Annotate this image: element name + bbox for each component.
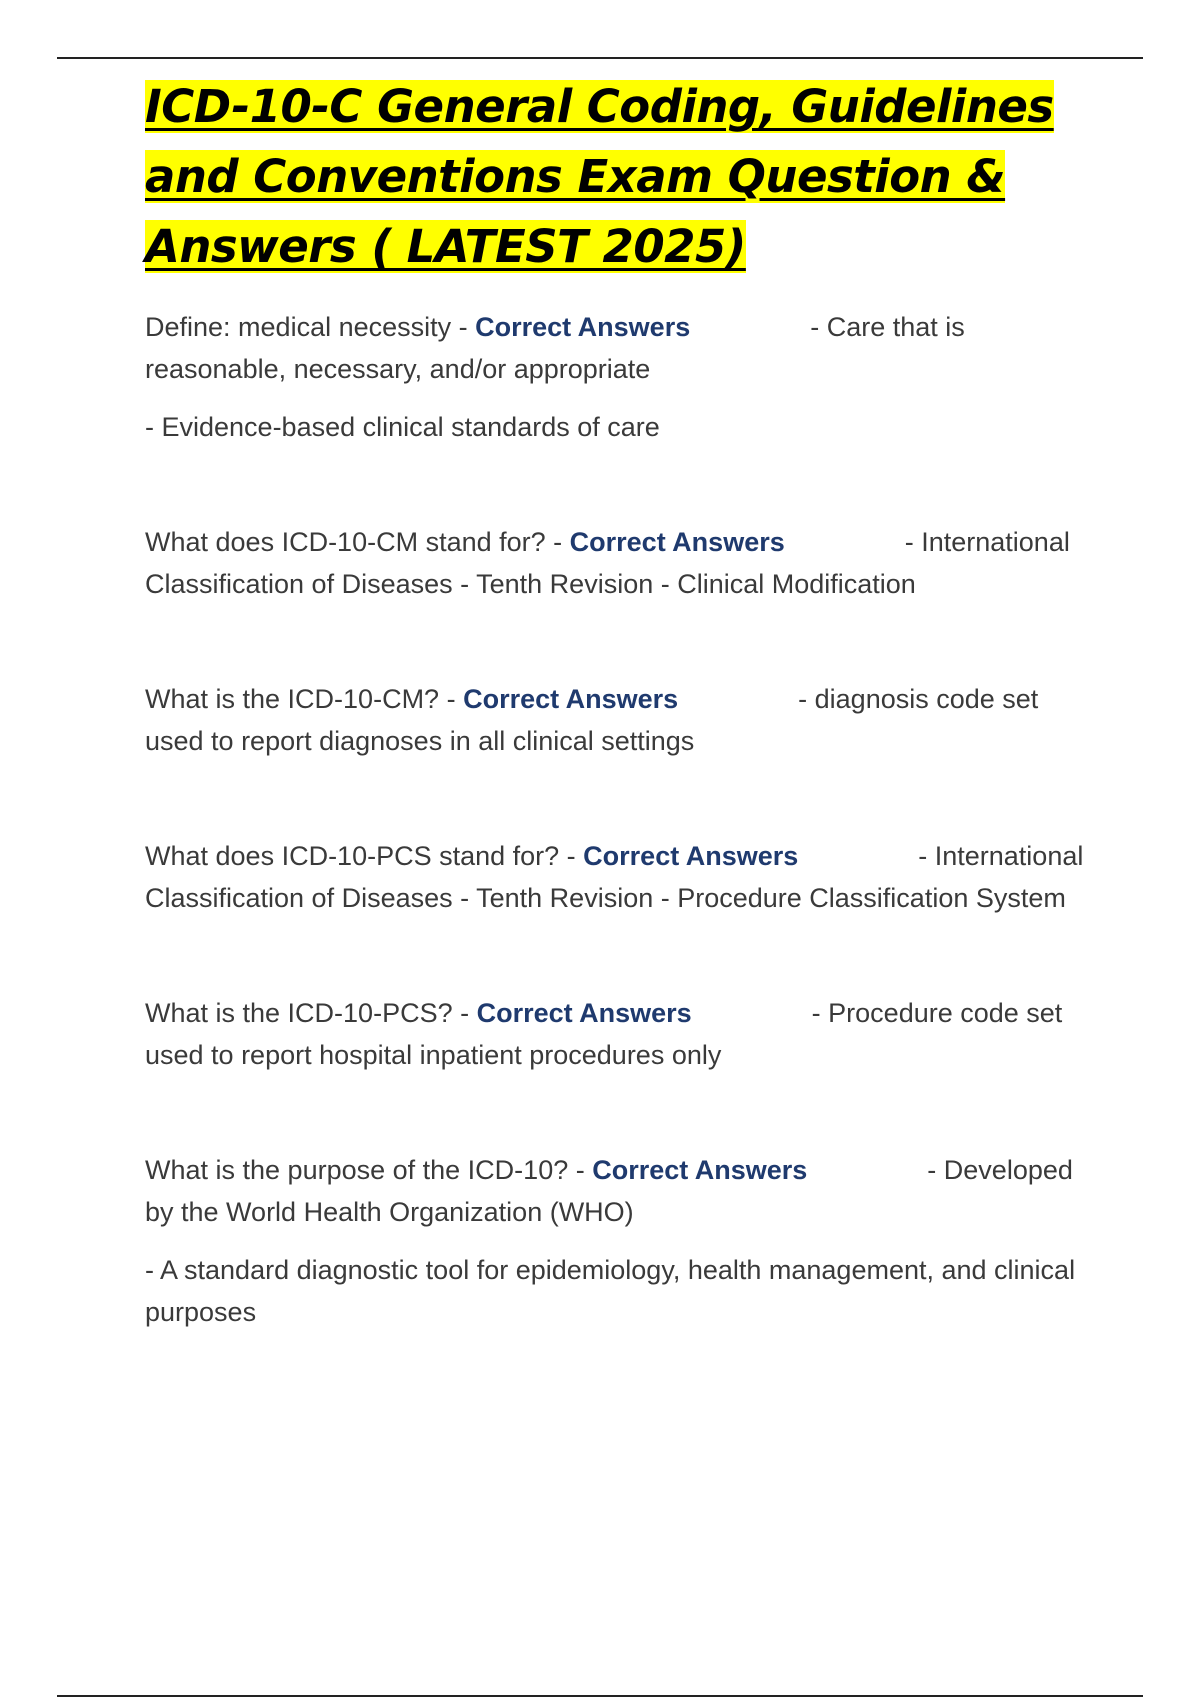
qa-item — [145, 521, 1085, 605]
document-title — [145, 72, 1085, 282]
question-text: What does ICD-10-CM stand for? - — [145, 527, 570, 557]
answer-text: - diagnosis code set used to report diagnoses in all clinical settings — [145, 684, 1039, 756]
answer-extra-text: - Evidence-based clinical standards of care — [145, 412, 660, 442]
qa-line — [145, 521, 1085, 605]
answer-text: - Developed by the World Health Organization (WHO) — [145, 1155, 1073, 1227]
qa-item — [145, 678, 1085, 762]
correct-answers-label: Correct Answers — [583, 841, 799, 871]
bottom-rule — [57, 1695, 1143, 1697]
correct-answers-label: Correct Answers — [476, 998, 692, 1028]
document-title-text: ICD-10-C General Coding, Guidelines and Conventions Exam Question & Answers ( LATEST 2025) — [145, 80, 1054, 273]
question-text: What is the purpose of the ICD-10? - — [145, 1155, 593, 1185]
correct-answers-label: Correct Answers — [475, 312, 691, 342]
correct-answers-label: Correct Answers — [569, 527, 785, 557]
answer-text: - Procedure code set used to report hospital inpatient procedures only — [145, 998, 1063, 1070]
question-text: What is the ICD-10-PCS? - — [145, 998, 477, 1028]
qa-item — [145, 1149, 1085, 1333]
qa-line — [145, 835, 1085, 919]
correct-answers-label: Correct Answers — [463, 684, 679, 714]
qa-item — [145, 306, 1085, 448]
qa-line — [145, 1149, 1085, 1233]
correct-answers-label: Correct Answers — [592, 1155, 808, 1185]
question-text: What is the ICD-10-CM? - — [145, 684, 464, 714]
qa-item — [145, 992, 1085, 1076]
answer-extra-text: - A standard diagnostic tool for epidemiology, health management, and clinical purposes — [145, 1255, 1076, 1327]
answer-text: - International Classification of Diseases - Tenth Revision - Procedure Classification System — [145, 841, 1084, 913]
qa-line — [145, 306, 1085, 390]
qa-line — [145, 678, 1085, 762]
top-rule — [57, 57, 1143, 59]
document-body — [145, 72, 1085, 1333]
qa-item — [145, 835, 1085, 919]
question-text: What does ICD-10-PCS stand for? - — [145, 841, 584, 871]
question-text: Define: medical necessity - — [145, 312, 476, 342]
answer-text: - Care that is reasonable, necessary, and/or appropriate — [145, 312, 965, 384]
qa-line — [145, 992, 1085, 1076]
answer-text: - International Classification of Diseases - Tenth Revision - Clinical Modification — [145, 527, 1070, 599]
